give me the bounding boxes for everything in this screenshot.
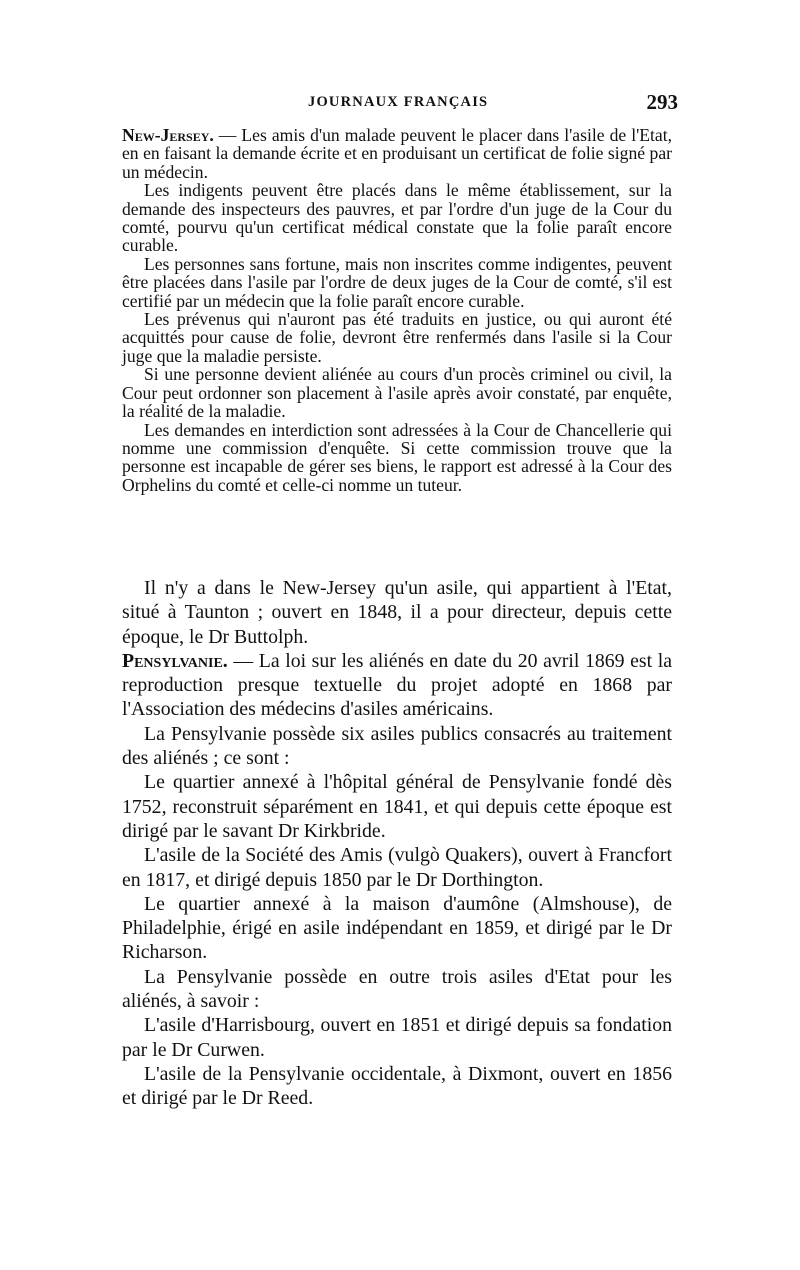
paragraph: La Pensylvanie possède en outre trois asiles d'Etat pour les aliénés, à savoir : — [122, 965, 672, 1013]
section-heading: Pensylvanie. — [122, 649, 228, 672]
paragraph: Le quartier annexé à la maison d'aumône (Almshouse), de Philadelphie, érigé en asile indépendant en 1859, et dirigé par le Dr Richarson. — [122, 892, 672, 964]
section-heading: New-Jersey. — [122, 125, 214, 145]
paragraph-text: — Les amis d'un malade peuvent le placer dans l'asile de l'Etat, en en faisant la demande écrite et en produisant un certificat de folie signé par un médecin. — [122, 125, 672, 182]
paragraph — [122, 649, 672, 722]
paragraph: Les prévenus qui n'auront pas été traduits en justice, ou qui auront été acquittés pour cause de folie, devront être renfermés dans l'asile si la Cour juge que la maladie persiste. — [122, 309, 672, 366]
page-header — [120, 90, 680, 118]
paragraph: Les demandes en interdiction sont adressées à la Cour de Chancellerie qui nomme une commission d'enquête. Si cette commission trouve que la personne est incapable de gérer ses biens, le rapport est adressé à la Cour des Orphelins du comté et celle-ci nomme un tuteur. — [122, 419, 672, 495]
paragraph-text: — La loi sur les aliénés en date du 20 avril 1869 est la reproduction presque textuelle du projet adopté en 1868 par l'Association des médecins d'asiles américains. — [122, 649, 672, 721]
page-number: 293 — [646, 90, 678, 114]
paragraph: Si une personne devient aliénée au cours d'un procès criminel ou civil, la Cour peut ordonner son placement à l'asile après avoir constaté, par enquête, la réalité de la maladie. — [122, 364, 672, 422]
paragraph: L'asile d'Harrisbourg, ouvert en 1851 et dirigé depuis sa fondation par le Dr Curwen. — [122, 1014, 672, 1061]
paragraph: L'asile de la Société des Amis (vulgò Quakers), ouvert à Francfort en 1817, et dirigé depuis 1850 par le Dr Dorthington. — [122, 844, 672, 891]
paragraph: Le quartier annexé à l'hôpital général de Pensylvanie fondé dès 1752, reconstruit séparément en 1841, et qui depuis cette époque est dirigé par le savant Dr Kirkbride. — [122, 771, 672, 842]
new-jersey-section — [122, 126, 672, 494]
paragraph: Les personnes sans fortune, mais non inscrites comme indigentes, peuvent être placées dans l'asile par l'ordre de deux juges de la Cour de comté, s'il est certifié par un médecin que la folie paraît encore curable. — [122, 253, 672, 311]
paragraph: Les indigents peuvent être placés dans le même établissement, sur la demande des inspecteurs des pauvres, et par l'ordre d'un juge de la Cour du comté, pourvu qu'un certificat médical constate que la folie paraît encore curable. — [122, 180, 672, 256]
paragraph — [122, 126, 672, 181]
paragraph: Il n'y a dans le New-Jersey qu'un asile, qui appartient à l'Etat, situé à Taunton ; ouvert en 1848, il a pour directeur, depuis cette époque, le Dr Buttolph. — [122, 577, 672, 648]
running-title: JOURNAUX FRANÇAIS — [308, 94, 489, 110]
main-text-section — [122, 576, 672, 1111]
paragraph: L'asile de la Pensylvanie occidentale, à Dixmont, ouvert en 1856 et dirigé par le Dr Reed. — [122, 1062, 672, 1110]
paragraph: La Pensylvanie possède six asiles publics consacrés au traitement des aliénés ; ce sont : — [122, 722, 672, 770]
